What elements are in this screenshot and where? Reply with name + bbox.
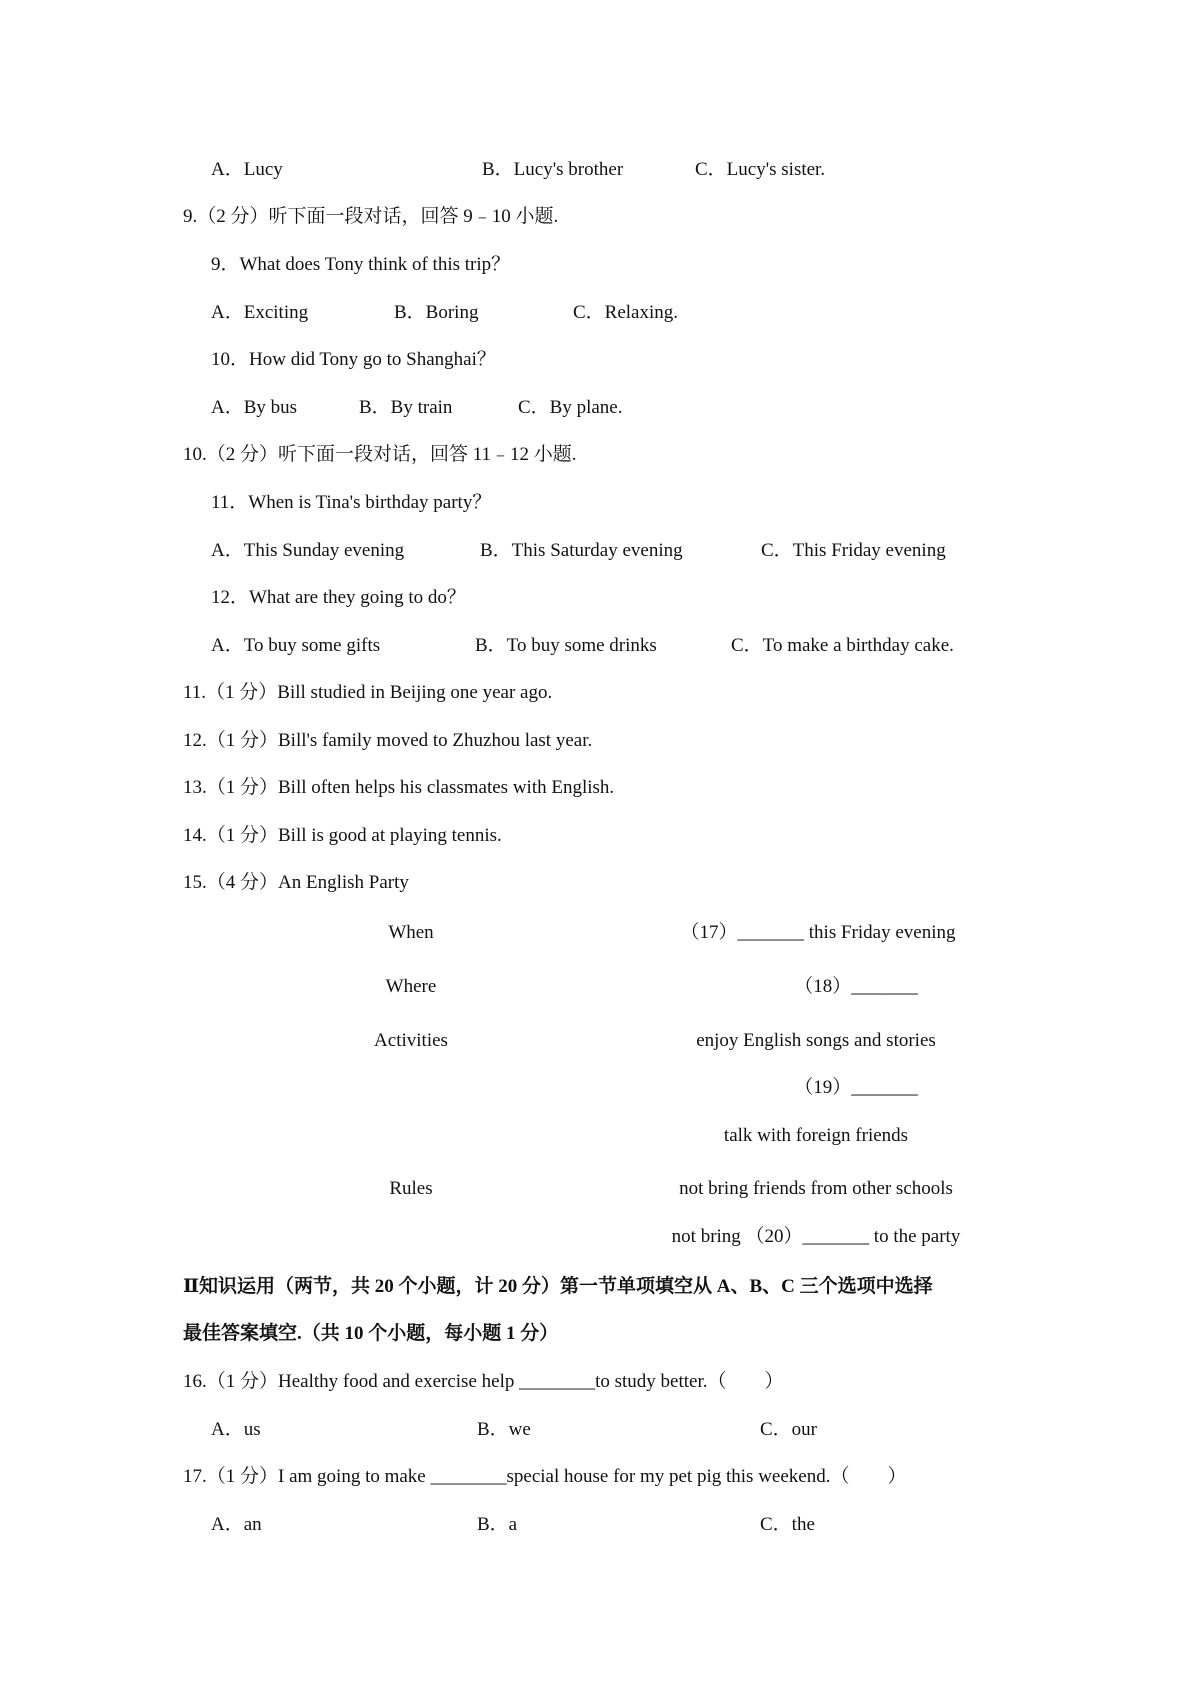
- q10-sub11-option-c: C．This Friday evening: [761, 540, 946, 561]
- q17-question: 17.（1 分）I am going to make ________special house for my pet pig this weekend.（ ）: [183, 1466, 907, 1487]
- q9-sub10-option-b: B．By train: [359, 397, 453, 418]
- section2-title-line2: 最佳答案填空.（共 10 个小题，每小题 1 分）: [183, 1323, 559, 1344]
- q8-option-c: C．Lucy's sister.: [695, 159, 826, 180]
- statement-12: 12.（1 分）Bill's family moved to Zhuzhou last year.: [183, 730, 593, 751]
- q10-sub12-question: 12．What are they going to do？: [211, 587, 466, 608]
- statement-14: 14.（1 分）Bill is good at playing tennis.: [183, 825, 502, 846]
- q10-sub11-question: 11．When is Tina's birthday party？: [211, 492, 492, 513]
- q9-sub9-option-b: B．Boring: [394, 302, 479, 323]
- q17-option-b: B．a: [477, 1514, 518, 1535]
- q16-option-c: C．our: [760, 1419, 818, 1440]
- q10-sub12-option-c: C．To make a birthday cake.: [731, 635, 954, 656]
- q10-sub11-option-b: B．This Saturday evening: [480, 540, 683, 561]
- q9-sub9-option-a: A．Exciting: [211, 302, 309, 323]
- q9-sub10-option-c: C．By plane.: [518, 397, 623, 418]
- q10-header: 10.（2 分）听下面一段对话，回答 11﹣12 小题.: [183, 444, 577, 465]
- table-value-rules-2: not bring （20）_______ to the party: [671, 1226, 961, 1247]
- q9-sub10-option-a: A．By bus: [211, 397, 298, 418]
- q10-sub11-option-a: A．This Sunday evening: [211, 540, 405, 561]
- q9-sub9-option-c: C．Relaxing.: [573, 302, 679, 323]
- q15-header: 15.（4 分）An English Party: [183, 872, 409, 893]
- q9-sub9-question: 9．What does Tony think of this trip？: [211, 254, 511, 275]
- table-value-activities-3: talk with foreign friends: [723, 1125, 909, 1146]
- table-value-activities-2: （19）_______: [794, 1077, 918, 1098]
- q9-header: 9.（2 分）听下面一段对话，回答 9﹣10 小题.: [183, 206, 559, 227]
- table-value-rules-1: not bring friends from other schools: [679, 1178, 953, 1199]
- table-value-where: （18）_______: [794, 976, 918, 997]
- q8-option-a: A．Lucy: [211, 159, 283, 180]
- q16-option-a: A．us: [211, 1419, 261, 1440]
- q10-sub12-option-b: B．To buy some drinks: [475, 635, 657, 656]
- statement-11: 11.（1 分）Bill studied in Beijing one year ago.: [183, 682, 553, 703]
- table-label-where: Where: [385, 976, 437, 997]
- table-label-when: When: [388, 922, 434, 943]
- q8-option-b: B．Lucy's brother: [482, 159, 624, 180]
- q17-option-c: C．the: [760, 1514, 815, 1535]
- table-label-activities: Activities: [374, 1030, 448, 1051]
- section2-title-line1: Ⅱ知识运用（两节，共 20 个小题，计 20 分）第一节单项填空从 A、B、C 三个选项中选择: [183, 1276, 933, 1297]
- q10-sub12-option-a: A．To buy some gifts: [211, 635, 381, 656]
- table-value-when: （17）_______ this Friday evening: [680, 922, 956, 943]
- q9-sub10-question: 10．How did Tony go to Shanghai？: [211, 349, 496, 370]
- q17-option-a: A．an: [211, 1514, 262, 1535]
- q16-question: 16.（1 分）Healthy food and exercise help ________to study better.（ ）: [183, 1371, 784, 1392]
- q16-option-b: B．we: [477, 1419, 531, 1440]
- statement-13: 13.（1 分）Bill often helps his classmates with English.: [183, 777, 615, 798]
- table-value-activities-1: enjoy English songs and stories: [696, 1030, 936, 1051]
- table-label-rules: Rules: [389, 1178, 433, 1199]
